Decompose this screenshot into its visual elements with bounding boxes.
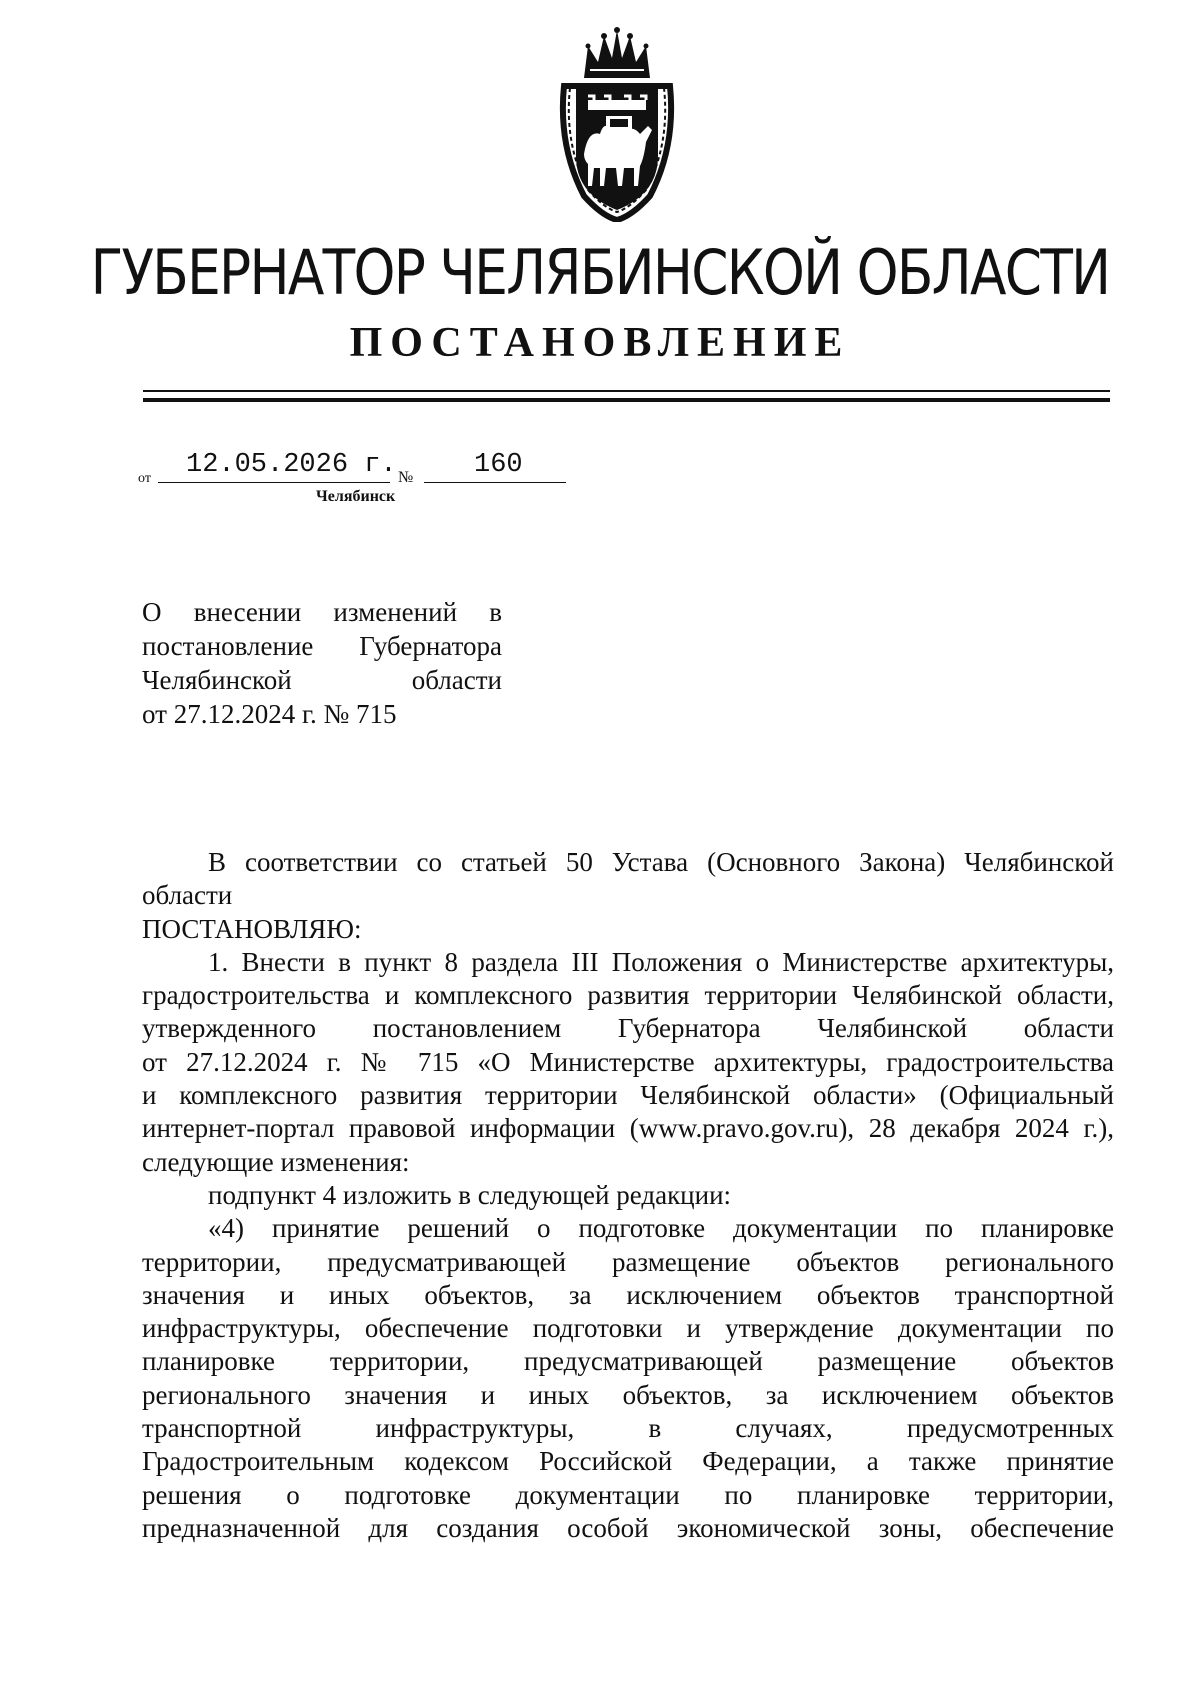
body-line: подпункт 4 изложить в следующей редакции: — [208, 1179, 732, 1210]
body-line: области — [142, 880, 233, 911]
document-date: 12.05.2026 г. — [186, 450, 397, 480]
body-line: В соответствии со статьей 50 Устава (Основного Закона) Челябинской — [208, 847, 1114, 877]
body-line: градостроительства и комплексного развития территории Челябинской области, — [142, 980, 1114, 1011]
header-rule-thick — [143, 398, 1110, 402]
date-underline — [158, 482, 390, 483]
body-line: инфраструктуры, обеспечение подготовки и утверждение документации по — [142, 1313, 1114, 1344]
subject-line: О внесении изменений в — [142, 597, 502, 627]
city-label: Челябинск — [316, 488, 396, 505]
subject-line: Челябинской области — [142, 665, 502, 695]
coat-of-arms-icon — [554, 26, 680, 222]
subject-line: от 27.12.2024 г. № 715 — [142, 699, 397, 729]
body-line: территории, предусматривающей размещение объектов регионального — [142, 1246, 1114, 1277]
body-line: Градостроительным кодексом Российской Федерации, а также принятие — [142, 1446, 1114, 1477]
body-line: ПОСТАНОВЛЯЮ: — [142, 913, 362, 944]
header-rule-thin — [143, 390, 1110, 392]
subject-line: постановление Губернатора — [142, 631, 502, 661]
number-underline — [424, 482, 566, 483]
number-prefix-label: № — [398, 469, 414, 486]
document-subject — [142, 595, 502, 731]
body-line: утвержденного постановлением Губернатора Челябинской области — [142, 1013, 1114, 1044]
body-line: от 27.12.2024 г. № 715 «О Министерстве архитектуры, градостроительства — [142, 1046, 1114, 1077]
body-line: предназначенной для создания особой экономической зоны, обеспечение — [142, 1512, 1114, 1543]
issuing-authority-title: ГУБЕРНАТОР ЧЕЛЯБИНСКОЙ ОБЛАСТИ — [90, 236, 1110, 309]
document-body — [142, 846, 1114, 1545]
body-line: планировке территории, предусматривающей размещение объектов — [142, 1346, 1114, 1377]
body-line: следующие изменения: — [142, 1146, 410, 1177]
body-line: интернет-портал правовой информации (www.pravo.gov.ru), 28 декабря 2024 г.), — [142, 1113, 1114, 1144]
body-line: 1. Внести в пункт 8 раздела III Положения о Министерстве архитектуры, — [208, 946, 1114, 977]
document-type-title: ПОСТАНОВЛЕНИЕ — [349, 320, 851, 366]
body-line: «4) принятие решений о подготовке документации по планировке — [208, 1213, 1114, 1244]
body-line: транспортной инфраструктуры, в случаях, предусмотренных — [142, 1413, 1114, 1444]
date-prefix-label: от — [138, 471, 151, 486]
body-line: и комплексного развития территории Челябинской области» (Официальный — [142, 1080, 1114, 1111]
body-line: значения и иных объектов, за исключением объектов транспортной — [142, 1279, 1114, 1310]
coat-of-arms-emblem — [554, 26, 680, 222]
document-number: 160 — [474, 450, 523, 480]
body-line: решения о подготовке документации по планировке территории, — [142, 1479, 1114, 1510]
body-line: регионального значения и иных объектов, за исключением объектов — [142, 1379, 1114, 1410]
